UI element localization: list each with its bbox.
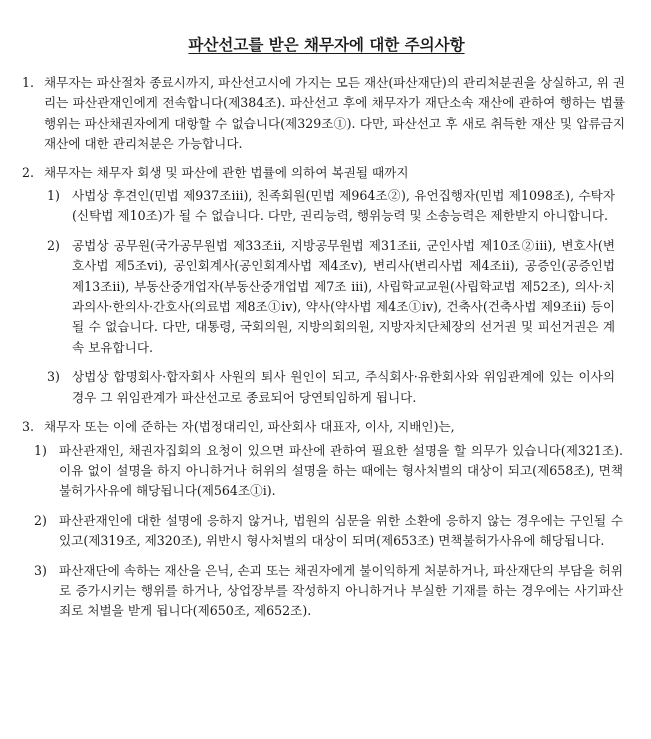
item-number: 1) — [47, 188, 60, 204]
item-text: 파산관재인에 대한 설명에 응하지 않거나, 법원의 심문을 위한 소환에 응하지 않는 경우에는 구인될 수 있고(제319조, 제320조), 위반시 형사처벌의 대상이 되며(제653조) 면책불허가사유에 해당됩니다. — [59, 512, 623, 549]
item-number: 3) — [34, 562, 47, 578]
item-number: 2) — [47, 237, 60, 253]
list-item — [34, 561, 623, 622]
section-number: 2. — [22, 164, 35, 180]
item-text: 공법상 공무원(국가공무원법 제33조ii, 지방공무원법 제31조ii, 군인사법 제10조②iii), 변호사(변호사법 제5조vi), 공인회계사(공인회계사법 제4조v), 변리사(변리사법 제4조ii), 공증인(공증인법 제13조ii), 부동산중개업자(부동산중개업법 제7조 iii), 사립학교교원(사립학교법 제52조), 의사·치과의사·한의사·간호사(의료법 제8조①iv), 약사(약사법 제4조①iv), 건축사(건축사법 제9조ii) 등이 될 수 없습니다. 다만, 대통령, 국회의원, 지방의회의원, 지방자치단체장의 선거권 및 피선거권은 계속 보유합니다. — [72, 237, 615, 355]
item-text: 파산재단에 속하는 재산을 은닉, 손괴 또는 채권자에게 불이익하게 처분하거나, 파산재단의 부담을 허위로 증가시키는 행위를 하거나, 상업장부를 작성하지 아니하거나 부실한 기재를 하는 경우에는 사기파산죄로 처벌을 받게 됩니다(제650조, 제652조). — [59, 562, 623, 619]
section-number: 3. — [22, 419, 35, 435]
item-number: 2) — [34, 512, 47, 528]
list-item — [34, 511, 623, 552]
section-2-items — [22, 186, 631, 408]
document-title-text: 파산선고를 받은 채무자에 대한 주의사항 — [188, 35, 465, 54]
list-item — [47, 367, 615, 408]
section-number: 1. — [22, 75, 35, 90]
section-text: 채무자는 채무자 회생 및 파산에 관한 법률에 의하여 복권될 때까지 — [44, 164, 409, 180]
list-item — [47, 186, 615, 227]
list-item — [34, 441, 623, 502]
item-number: 1) — [34, 442, 47, 458]
item-number: 3) — [47, 369, 60, 385]
section-2 — [22, 163, 631, 183]
section-text: 채무자는 파산절차 종료시까지, 파산선고시에 가지는 모든 재산(파산재단)의 관리처분권을 상실하고, 위 권리는 파산관재인에게 전속합니다(제384조). 파산선고 후에 채무자가 재단소속 재산에 관하여 행하는 법률행위는 파산채권자에게 대항할 수 없습니다(제329조①). 다만, 파산선고 후 새로 취득한 재산 및 압류금지재산에 대한 관리처분은 가능합니다. — [44, 75, 625, 152]
section-text: 채무자 또는 이에 준하는 자(법정대리인, 파산회사 대표자, 이사, 지배인)는, — [44, 419, 455, 435]
item-text: 상법상 합명회사·합자회사 사원의 퇴사 원인이 되고, 주식회사·유한회사와 위임관계에 있는 이사의 경우 그 위임관계가 파산선고로 종료되어 당연퇴임하게 됩니다. — [72, 369, 615, 405]
section-1 — [22, 73, 631, 155]
item-text: 파산관재인, 채권자집회의 요청이 있으면 파산에 관하여 필요한 설명을 할 의무가 있습니다(제321조). 이유 없이 설명을 하지 아니하거나 허위의 설명을 하는 때에는 형사처벌의 대상이 되고(제658조), 면책불허가사유에 해당됩니다(제564조①i). — [59, 442, 623, 499]
document-title — [22, 0, 631, 55]
section-3-items — [22, 441, 631, 622]
section-3 — [22, 417, 631, 437]
list-item — [47, 236, 615, 358]
item-text: 사법상 후견인(민법 제937조iii), 친족회원(민법 제964조②), 유언집행자(민법 제1098조), 수탁자(신탁법 제10조)가 될 수 없습니다. 다만, 권리능력, 행위능력 및 소송능력은 제한받지 아니합니다. — [72, 188, 615, 224]
